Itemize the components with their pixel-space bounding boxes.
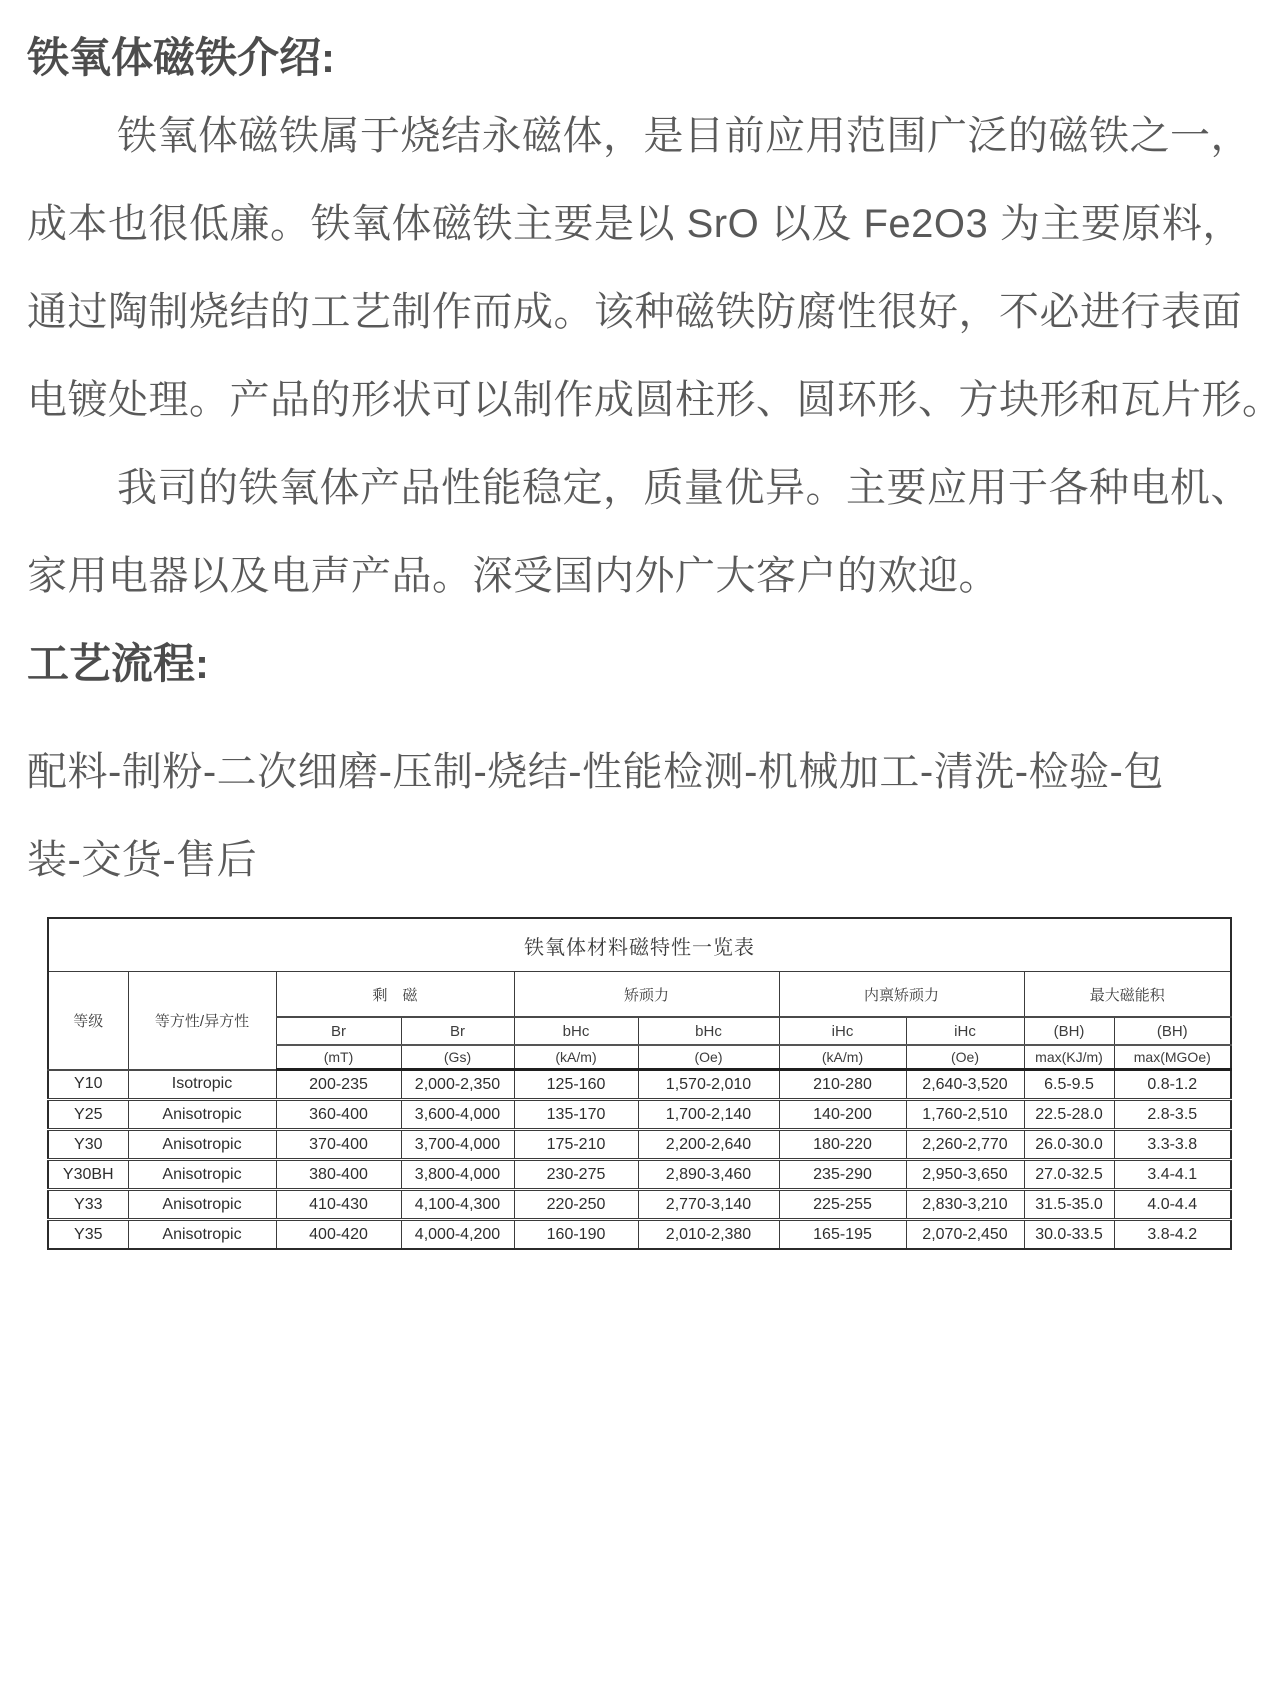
table-title: 铁氧体材料磁特性一览表 (48, 918, 1231, 972)
grade-cell: Y25 (48, 1100, 128, 1130)
table-symbol-header: iHc (906, 1017, 1024, 1045)
table-unit-header: (Oe) (906, 1045, 1024, 1070)
value-cell: 410-430 (276, 1190, 401, 1220)
value-cell: 3,800-4,000 (401, 1160, 514, 1190)
value-cell: 1,570-2,010 (638, 1070, 779, 1100)
grade-cell: Y30BH (48, 1160, 128, 1190)
table-unit-header: (kA/m) (779, 1045, 906, 1070)
table-row (48, 1190, 1231, 1220)
value-cell: 4,100-4,300 (401, 1190, 514, 1220)
grade-cell: Y33 (48, 1190, 128, 1220)
process-flow-line: 配料-制粉-二次细磨-压制-烧结-性能检测-机械加工-清洗-检验-包 (27, 750, 1164, 794)
paragraph-line: 成本也很低廉。铁氧体磁铁主要是以 SrO 以及 Fe2O3 为主要原料， (27, 202, 1243, 246)
value-cell: 135-170 (514, 1100, 638, 1130)
table-unit-header: max(KJ/m) (1024, 1045, 1114, 1070)
value-cell: 6.5-9.5 (1024, 1070, 1114, 1100)
grade-cell: Y10 (48, 1070, 128, 1100)
value-cell: 160-190 (514, 1220, 638, 1250)
table-symbol-header: bHc (638, 1017, 779, 1045)
value-cell: 3.8-4.2 (1114, 1220, 1231, 1250)
table-symbol-header: iHc (779, 1017, 906, 1045)
table-symbol-header: (BH) (1114, 1017, 1231, 1045)
value-cell: 27.0-32.5 (1024, 1160, 1114, 1190)
value-cell: 235-290 (779, 1160, 906, 1190)
value-cell: 2,950-3,650 (906, 1160, 1024, 1190)
paragraph (27, 92, 1283, 444)
paragraph-line: 通过陶制烧结的工艺制作而成。该种磁铁防腐性很好，不必进行表面 (27, 290, 1242, 334)
table-group-header-row (48, 972, 1231, 1018)
value-cell: 220-250 (514, 1190, 638, 1220)
table-unit-header: max(MGOe) (1114, 1045, 1231, 1070)
intro-paragraphs (27, 92, 1283, 620)
value-cell: 3,700-4,000 (401, 1130, 514, 1160)
isotropy-cell: Anisotropic (128, 1100, 276, 1130)
process-flow-line: 装-交货-售后 (27, 838, 258, 882)
value-cell: 180-220 (779, 1130, 906, 1160)
value-cell: 1,700-2,140 (638, 1100, 779, 1130)
table-group-header: 矫顽力 (514, 972, 779, 1018)
table-symbol-header: Br (276, 1017, 401, 1045)
paragraph-line: 家用电器以及电声产品。深受国内外广大客户的欢迎。 (27, 554, 999, 598)
table-unit-header: (mT) (276, 1045, 401, 1070)
table-unit-header: (Gs) (401, 1045, 514, 1070)
isotropy-cell: Isotropic (128, 1070, 276, 1100)
value-cell: 370-400 (276, 1130, 401, 1160)
paragraph (27, 444, 1258, 620)
value-cell: 175-210 (514, 1130, 638, 1160)
value-cell: 26.0-30.0 (1024, 1130, 1114, 1160)
grade-cell: Y30 (48, 1130, 128, 1160)
value-cell: 2,000-2,350 (401, 1070, 514, 1100)
table-row (48, 1160, 1231, 1190)
value-cell: 2,260-2,770 (906, 1130, 1024, 1160)
value-cell: 3,600-4,000 (401, 1100, 514, 1130)
value-cell: 30.0-33.5 (1024, 1220, 1114, 1250)
intro-heading: 铁氧体磁铁介绍: (27, 34, 335, 81)
isotropy-cell: Anisotropic (128, 1190, 276, 1220)
table-row (48, 1220, 1231, 1250)
table-group-header: 内禀矫顽力 (779, 972, 1024, 1018)
table-unit-header: (Oe) (638, 1045, 779, 1070)
table-symbol-header: bHc (514, 1017, 638, 1045)
table-group-header: 最大磁能积 (1024, 972, 1231, 1018)
value-cell: 22.5-28.0 (1024, 1100, 1114, 1130)
value-cell: 360-400 (276, 1100, 401, 1130)
value-cell: 1,760-2,510 (906, 1100, 1024, 1130)
value-cell: 0.8-1.2 (1114, 1070, 1231, 1100)
table-corner-header: 等方性/异方性 (128, 972, 276, 1070)
table-symbol-header: (BH) (1024, 1017, 1114, 1045)
isotropy-cell: Anisotropic (128, 1220, 276, 1250)
value-cell: 2,640-3,520 (906, 1070, 1024, 1100)
value-cell: 380-400 (276, 1160, 401, 1190)
value-cell: 2,010-2,380 (638, 1220, 779, 1250)
value-cell: 230-275 (514, 1160, 638, 1190)
value-cell: 2.8-3.5 (1114, 1100, 1231, 1130)
table-unit-header: (kA/m) (514, 1045, 638, 1070)
value-cell: 2,200-2,640 (638, 1130, 779, 1160)
value-cell: 140-200 (779, 1100, 906, 1130)
value-cell: 2,770-3,140 (638, 1190, 779, 1220)
value-cell: 31.5-35.0 (1024, 1190, 1114, 1220)
paragraph-line: 我司的铁氧体产品性能稳定，质量优异。主要应用于各种电机、 (117, 466, 1251, 510)
value-cell: 2,070-2,450 (906, 1220, 1024, 1250)
isotropy-cell: Anisotropic (128, 1160, 276, 1190)
table-row (48, 1100, 1231, 1130)
value-cell: 210-280 (779, 1070, 906, 1100)
value-cell: 2,830-3,210 (906, 1190, 1024, 1220)
value-cell: 165-195 (779, 1220, 906, 1250)
value-cell: 2,890-3,460 (638, 1160, 779, 1190)
ferrite-properties-table (47, 917, 1232, 1250)
table-symbol-header: Br (401, 1017, 514, 1045)
table-row (48, 1130, 1231, 1160)
table-title-row (48, 918, 1231, 972)
table-group-header: 剩 磁 (276, 972, 514, 1018)
value-cell: 400-420 (276, 1220, 401, 1250)
paragraph-line: 电镀处理。产品的形状可以制作成圆柱形、圆环形、方块形和瓦片形。 (27, 378, 1283, 422)
value-cell: 4,000-4,200 (401, 1220, 514, 1250)
value-cell: 4.0-4.4 (1114, 1190, 1231, 1220)
table-corner-header: 等级 (48, 972, 128, 1070)
process-flow (27, 728, 1258, 904)
value-cell: 3.3-3.8 (1114, 1130, 1231, 1160)
paragraph-line: 铁氧体磁铁属于烧结永磁体，是目前应用范围广泛的磁铁之一， (117, 114, 1251, 158)
value-cell: 225-255 (779, 1190, 906, 1220)
isotropy-cell: Anisotropic (128, 1130, 276, 1160)
value-cell: 200-235 (276, 1070, 401, 1100)
table-row (48, 1070, 1231, 1100)
grade-cell: Y35 (48, 1220, 128, 1250)
value-cell: 3.4-4.1 (1114, 1160, 1231, 1190)
value-cell: 125-160 (514, 1070, 638, 1100)
process-heading: 工艺流程: (27, 640, 209, 687)
